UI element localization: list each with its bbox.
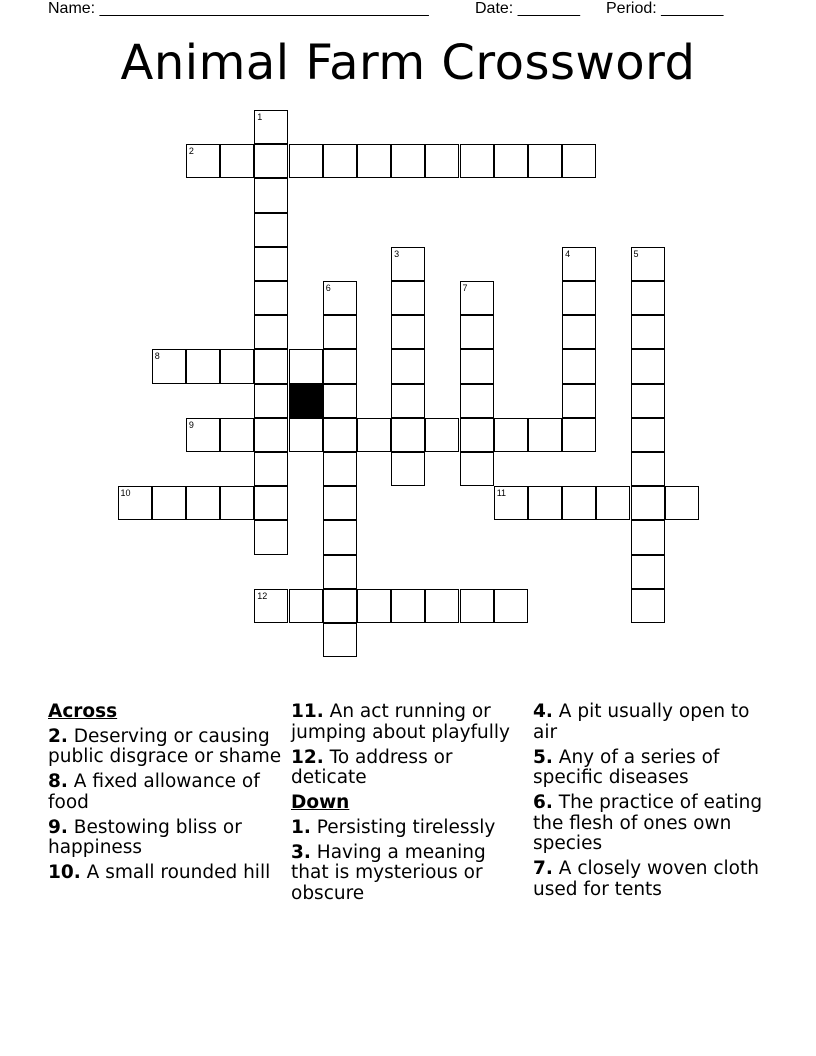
grid-cell[interactable] [562,315,596,349]
clue-number: 2. [48,725,68,747]
grid-cell[interactable] [391,281,425,315]
grid-cell[interactable] [528,486,562,520]
grid-cell[interactable] [425,144,459,178]
grid-cell-3[interactable] [391,247,425,281]
grid-cell[interactable] [323,623,357,657]
clue-item [291,748,527,789]
grid-cell-11[interactable] [494,486,528,520]
grid-cell-7[interactable] [460,281,494,315]
grid-cell[interactable] [391,315,425,349]
grid-cell[interactable] [391,589,425,623]
clue-column-1 [48,702,284,888]
clue-item [48,863,284,884]
grid-cell[interactable] [186,349,220,383]
grid-cell-1[interactable] [254,110,288,144]
grid-cell[interactable] [323,555,357,589]
grid-cell[interactable] [220,144,254,178]
grid-cell[interactable] [562,486,596,520]
clue-text: An act running or jumping about playfully [291,701,511,743]
clue-number-label: 4 [565,248,571,259]
grid-cell[interactable] [323,486,357,520]
grid-cell[interactable] [631,452,665,486]
clue-item [291,818,527,839]
grid-cell[interactable] [494,589,528,623]
grid-cell[interactable] [391,384,425,418]
clue-number-label: 5 [633,248,639,259]
grid-cell[interactable] [254,384,288,418]
grid-cell[interactable] [254,349,288,383]
grid-cell-9[interactable] [186,418,220,452]
period-field[interactable]: Period: _______ [606,0,724,17]
grid-cell[interactable] [323,520,357,554]
grid-cell[interactable] [323,315,357,349]
grid-cell-4[interactable] [562,247,596,281]
grid-cell[interactable] [254,486,288,520]
grid-cell[interactable] [494,418,528,452]
clue-text: Deserving or causing public disgrace or shame [48,725,282,767]
clue-heading-down: Down [291,792,350,813]
clue-number-label: 12 [257,590,268,601]
clue-text: Any of a series of specific diseases [533,746,720,788]
grid-cell[interactable] [460,589,494,623]
clue-item [533,793,769,855]
clue-item [291,702,527,743]
grid-cell[interactable] [528,418,562,452]
clue-text: Bestowing bliss or happiness [48,816,242,858]
name-field[interactable]: Name: _____________________________________ [48,0,429,17]
clue-item [48,727,284,768]
grid-cell[interactable] [391,452,425,486]
grid-cell[interactable] [460,418,494,452]
grid-cell[interactable] [494,144,528,178]
clue-number: 10. [48,862,81,883]
grid-cell[interactable] [323,418,357,452]
clue-column-2 [291,702,527,909]
clue-number: 11. [291,701,324,722]
grid-cell-6[interactable] [323,281,357,315]
clue-column-3 [533,702,769,905]
grid-cell[interactable] [596,486,630,520]
grid-cell[interactable] [357,418,391,452]
clue-text: To address or deticate [291,746,453,788]
grid-cell[interactable] [425,589,459,623]
clue-number-label: 11 [496,488,507,499]
grid-cell-12[interactable] [254,589,288,623]
grid-cell[interactable] [254,247,288,281]
grid-cell[interactable] [254,213,288,247]
clue-number: 7. [533,858,553,879]
grid-cell[interactable] [631,315,665,349]
grid-cell[interactable] [357,144,391,178]
clue-number: 9. [48,816,68,838]
grid-cell-2[interactable] [186,144,220,178]
clue-number-label: 9 [188,419,194,430]
clue-text: The practice of eating the flesh of ones own species [533,792,763,854]
clue-number: 5. [533,746,553,768]
grid-cell[interactable] [460,315,494,349]
clue-number: 8. [48,771,68,792]
grid-cell[interactable] [631,520,665,554]
grid-cell[interactable] [631,418,665,452]
grid-cell[interactable] [391,418,425,452]
grid-cell[interactable] [254,315,288,349]
grid-cell[interactable] [323,589,357,623]
grid-cell-10[interactable] [118,486,152,520]
grid-cell[interactable] [631,589,665,623]
grid-cell[interactable] [562,418,596,452]
grid-cell[interactable] [220,418,254,452]
grid-cell[interactable] [289,349,323,383]
blocked-cell [289,384,323,418]
clue-item [533,748,769,789]
grid-cell[interactable] [323,384,357,418]
grid-cell[interactable] [254,520,288,554]
grid-cell[interactable] [460,384,494,418]
grid-cell[interactable] [220,486,254,520]
grid-cell[interactable] [562,384,596,418]
clue-number-label: 8 [154,351,160,362]
grid-cell[interactable] [425,418,459,452]
date-field[interactable]: Date: _______ [475,0,580,17]
grid-cell[interactable] [254,281,288,315]
grid-cell[interactable] [220,349,254,383]
clue-number-label: 3 [394,248,400,259]
grid-cell[interactable] [460,349,494,383]
grid-cell[interactable] [254,418,288,452]
clue-text: A fixed allowance of food [48,771,260,813]
clue-text: Having a meaning that is mysterious or obscure [291,841,486,904]
clue-number: 4. [533,701,553,722]
clue-item [291,843,527,905]
grid-cell[interactable] [289,144,323,178]
grid-cell[interactable] [289,589,323,623]
grid-cell[interactable] [254,144,288,178]
grid-cell[interactable] [186,486,220,520]
clue-number-label: 6 [325,283,331,293]
grid-cell[interactable] [289,418,323,452]
clue-item [533,702,769,743]
grid-cell[interactable] [460,452,494,486]
clue-item [533,859,769,900]
clue-number: 12. [291,746,324,768]
grid-cell[interactable] [323,349,357,383]
clue-item [48,818,284,859]
clue-number: 1. [291,816,311,838]
grid-cell[interactable] [391,349,425,383]
clue-item [48,772,284,813]
grid-cell[interactable] [631,555,665,589]
grid-cell[interactable] [562,281,596,315]
grid-cell[interactable] [254,452,288,486]
clue-number: 6. [533,792,553,813]
clue-text: A small rounded hill [86,862,271,883]
clue-text: A pit usually open to air [533,701,750,743]
grid-cell[interactable] [631,281,665,315]
clue-number-label: 10 [120,488,131,499]
grid-cell[interactable] [528,144,562,178]
clue-heading-across: Across [48,701,118,722]
grid-cell[interactable] [631,384,665,418]
clue-number-label: 2 [188,146,194,157]
grid-cell[interactable] [357,589,391,623]
clue-number-label: 7 [462,283,468,293]
grid-cell[interactable] [152,486,186,520]
grid-cell-8[interactable] [152,349,186,383]
grid-cell[interactable] [323,452,357,486]
grid-cell[interactable] [631,486,665,520]
grid-cell-5[interactable] [631,247,665,281]
clue-number-label: 1 [257,112,263,122]
grid-cell[interactable] [631,349,665,383]
grid-cell[interactable] [391,144,425,178]
clue-text: A closely woven cloth used for tents [533,858,759,900]
clue-number: 3. [291,841,311,863]
grid-cell[interactable] [460,144,494,178]
grid-cell[interactable] [323,144,357,178]
grid-cell[interactable] [665,486,699,520]
grid-cell[interactable] [562,349,596,383]
grid-cell[interactable] [254,178,288,212]
grid-cell[interactable] [562,144,596,178]
clue-text: Persisting tirelessly [316,816,496,838]
page-title: Animal Farm Crossword [120,35,696,91]
